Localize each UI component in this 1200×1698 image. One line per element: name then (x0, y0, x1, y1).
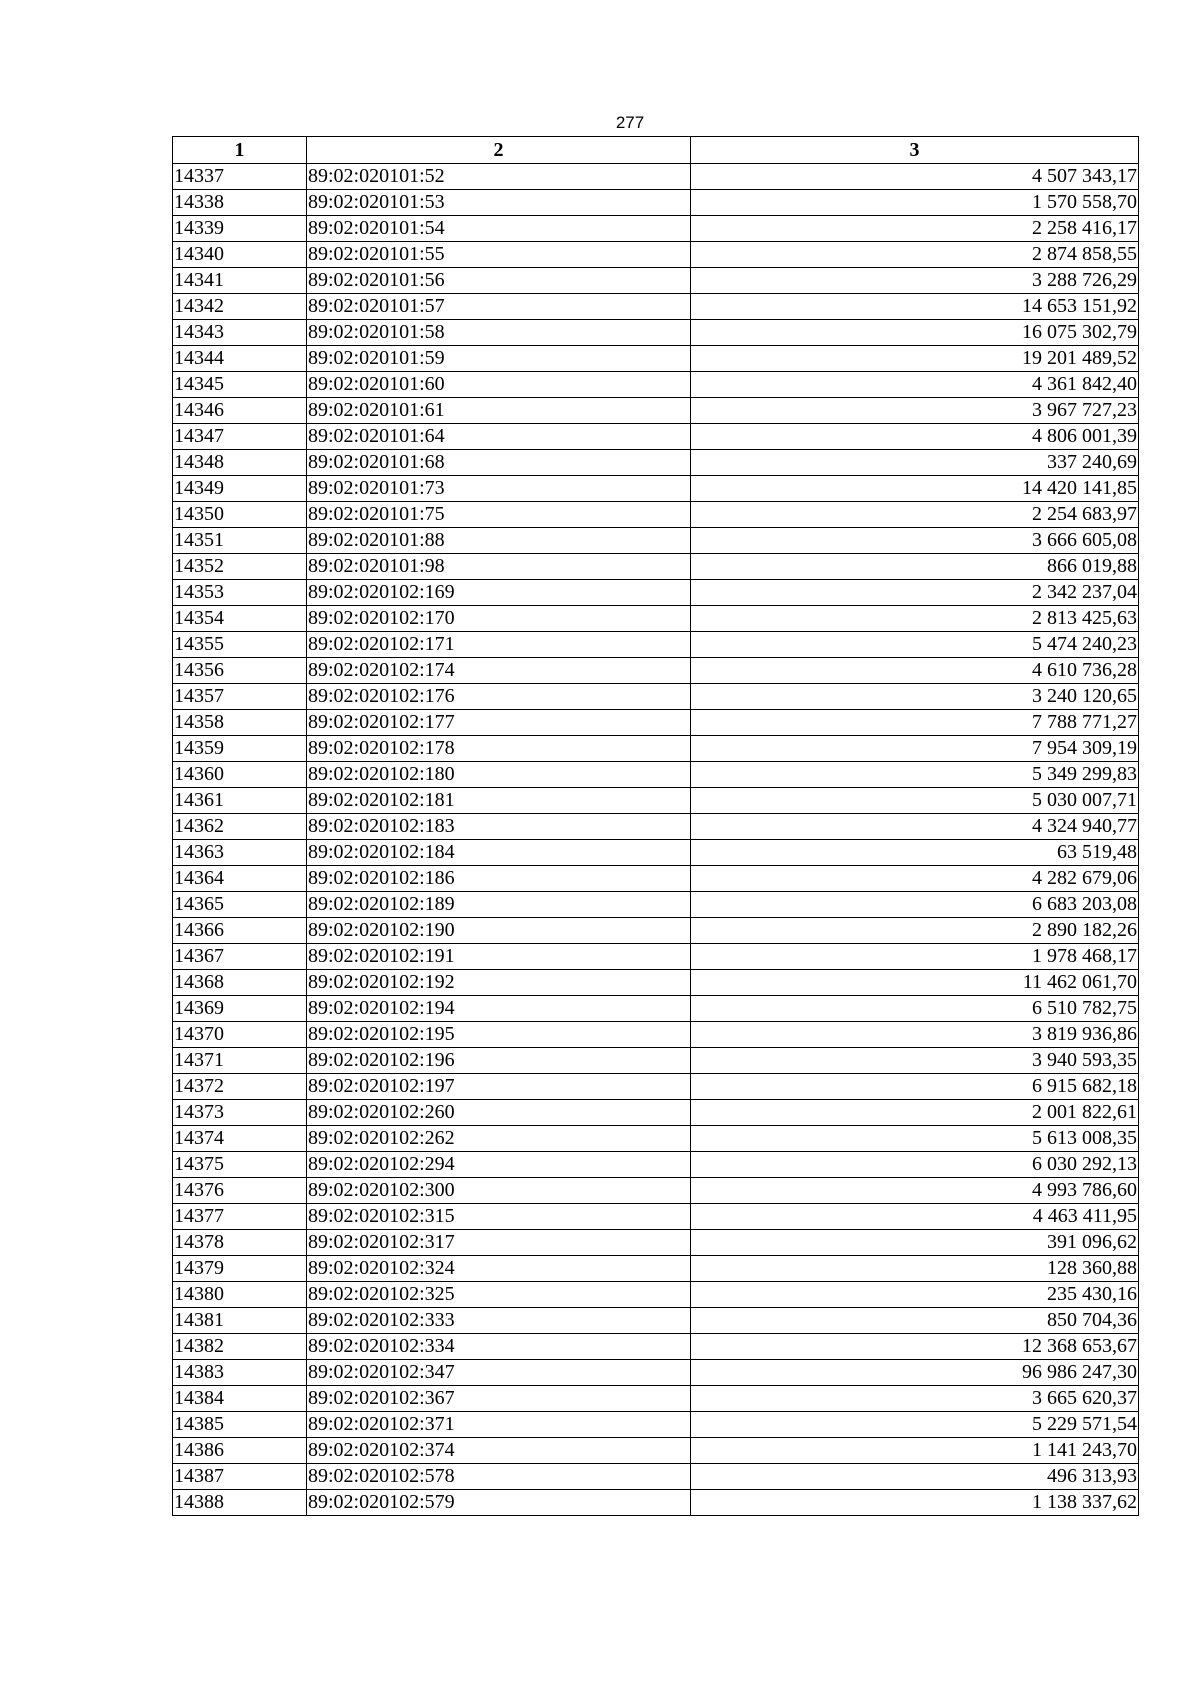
cadastral-value-cell: 16 075 302,79 (691, 320, 1139, 346)
cadastral-number-cell: 89:02:020101:88 (307, 528, 691, 554)
table-row (173, 320, 1139, 346)
cadastral-value-cell: 3 819 936,86 (691, 1022, 1139, 1048)
cadastral-value-cell: 4 507 343,17 (691, 164, 1139, 190)
table-row (173, 736, 1139, 762)
row-number-cell: 14378 (173, 1230, 307, 1256)
cadastral-value-cell: 96 986 247,30 (691, 1360, 1139, 1386)
cadastral-number-cell: 89:02:020101:58 (307, 320, 691, 346)
row-number-cell: 14385 (173, 1412, 307, 1438)
row-number-cell: 14388 (173, 1490, 307, 1516)
table-row (173, 762, 1139, 788)
cadastral-value-cell: 1 978 468,17 (691, 944, 1139, 970)
page-number: 277 (615, 113, 645, 132)
cadastral-number-cell: 89:02:020102:180 (307, 762, 691, 788)
table-row (173, 216, 1139, 242)
cadastral-value-cell: 496 313,93 (691, 1464, 1139, 1490)
table-row (173, 268, 1139, 294)
row-number-cell: 14369 (173, 996, 307, 1022)
row-number-cell: 14384 (173, 1386, 307, 1412)
table-header-row (173, 137, 1139, 164)
cadastral-number-cell: 89:02:020102:189 (307, 892, 691, 918)
row-number-cell: 14379 (173, 1256, 307, 1282)
row-number-cell: 14341 (173, 268, 307, 294)
cadastral-value-cell: 6 510 782,75 (691, 996, 1139, 1022)
column-header-2: 2 (307, 137, 691, 164)
row-number-cell: 14344 (173, 346, 307, 372)
cadastral-value-cell: 6 030 292,13 (691, 1152, 1139, 1178)
cadastral-value-cell: 4 324 940,77 (691, 814, 1139, 840)
row-number-cell: 14337 (173, 164, 307, 190)
table-row (173, 1152, 1139, 1178)
row-number-cell: 14367 (173, 944, 307, 970)
cadastral-number-cell: 89:02:020102:174 (307, 658, 691, 684)
table-row (173, 1282, 1139, 1308)
row-number-cell: 14374 (173, 1126, 307, 1152)
row-number-cell: 14366 (173, 918, 307, 944)
row-number-cell: 14352 (173, 554, 307, 580)
row-number-cell: 14370 (173, 1022, 307, 1048)
cadastral-number-cell: 89:02:020101:57 (307, 294, 691, 320)
cadastral-value-cell: 128 360,88 (691, 1256, 1139, 1282)
cadastral-number-cell: 89:02:020102:170 (307, 606, 691, 632)
cadastral-number-cell: 89:02:020101:73 (307, 476, 691, 502)
cadastral-value-cell: 7 788 771,27 (691, 710, 1139, 736)
cadastral-value-cell: 5 349 299,83 (691, 762, 1139, 788)
table-row (173, 1360, 1139, 1386)
row-number-cell: 14383 (173, 1360, 307, 1386)
cadastral-number-cell: 89:02:020101:54 (307, 216, 691, 242)
table-row (173, 918, 1139, 944)
row-number-cell: 14377 (173, 1204, 307, 1230)
cadastral-value-cell: 4 463 411,95 (691, 1204, 1139, 1230)
cadastral-number-cell: 89:02:020101:53 (307, 190, 691, 216)
cadastral-value-cell: 4 806 001,39 (691, 424, 1139, 450)
row-number-cell: 14359 (173, 736, 307, 762)
row-number-cell: 14382 (173, 1334, 307, 1360)
row-number-cell: 14371 (173, 1048, 307, 1074)
row-number-cell: 14354 (173, 606, 307, 632)
cadastral-value-cell: 5 613 008,35 (691, 1126, 1139, 1152)
cadastral-value-cell: 3 288 726,29 (691, 268, 1139, 294)
cadastral-number-cell: 89:02:020102:578 (307, 1464, 691, 1490)
table-row (173, 1074, 1139, 1100)
row-number-cell: 14357 (173, 684, 307, 710)
cadastral-value-cell: 19 201 489,52 (691, 346, 1139, 372)
table-row (173, 294, 1139, 320)
table-row (173, 658, 1139, 684)
row-number-cell: 14372 (173, 1074, 307, 1100)
table-row (173, 242, 1139, 268)
row-number-cell: 14362 (173, 814, 307, 840)
table-row (173, 1386, 1139, 1412)
cadastral-value-cell: 337 240,69 (691, 450, 1139, 476)
cadastral-number-cell: 89:02:020102:195 (307, 1022, 691, 1048)
cadastral-number-cell: 89:02:020102:186 (307, 866, 691, 892)
table-row (173, 970, 1139, 996)
cadastral-value-cell: 3 240 120,65 (691, 684, 1139, 710)
cadastral-value-cell: 391 096,62 (691, 1230, 1139, 1256)
cadastral-value-cell: 1 570 558,70 (691, 190, 1139, 216)
row-number-cell: 14368 (173, 970, 307, 996)
row-number-cell: 14348 (173, 450, 307, 476)
cadastral-value-cell: 5 474 240,23 (691, 632, 1139, 658)
cadastral-value-cell: 2 890 182,26 (691, 918, 1139, 944)
row-number-cell: 14380 (173, 1282, 307, 1308)
cadastral-value-cell: 4 282 679,06 (691, 866, 1139, 892)
cadastral-number-cell: 89:02:020102:334 (307, 1334, 691, 1360)
cadastral-value-cell: 14 653 151,92 (691, 294, 1139, 320)
cadastral-value-cell: 2 254 683,97 (691, 502, 1139, 528)
cadastral-number-cell: 89:02:020102:169 (307, 580, 691, 606)
cadastral-value-cell: 4 610 736,28 (691, 658, 1139, 684)
table-row (173, 1308, 1139, 1334)
row-number-cell: 14355 (173, 632, 307, 658)
cadastral-value-cell: 6 683 203,08 (691, 892, 1139, 918)
row-number-cell: 14338 (173, 190, 307, 216)
cadastral-number-cell: 89:02:020102:260 (307, 1100, 691, 1126)
table-row (173, 840, 1139, 866)
cadastral-value-cell: 4 361 842,40 (691, 372, 1139, 398)
cadastral-number-cell: 89:02:020101:61 (307, 398, 691, 424)
cadastral-value-cell: 4 993 786,60 (691, 1178, 1139, 1204)
cadastral-value-cell: 12 368 653,67 (691, 1334, 1139, 1360)
table-row (173, 450, 1139, 476)
cadastral-number-cell: 89:02:020102:191 (307, 944, 691, 970)
row-number-cell: 14349 (173, 476, 307, 502)
table-row (173, 710, 1139, 736)
cadastral-value-cell: 2 001 822,61 (691, 1100, 1139, 1126)
row-number-cell: 14347 (173, 424, 307, 450)
table-row (173, 892, 1139, 918)
cadastral-value-cell: 3 967 727,23 (691, 398, 1139, 424)
cadastral-value-cell: 2 813 425,63 (691, 606, 1139, 632)
row-number-cell: 14358 (173, 710, 307, 736)
cadastral-value-cell: 850 704,36 (691, 1308, 1139, 1334)
row-number-cell: 14360 (173, 762, 307, 788)
table-row (173, 1022, 1139, 1048)
cadastral-number-cell: 89:02:020102:197 (307, 1074, 691, 1100)
cadastral-number-cell: 89:02:020102:333 (307, 1308, 691, 1334)
cadastral-number-cell: 89:02:020102:183 (307, 814, 691, 840)
row-number-cell: 14387 (173, 1464, 307, 1490)
cadastral-number-cell: 89:02:020102:196 (307, 1048, 691, 1074)
cadastral-value-cell: 63 519,48 (691, 840, 1139, 866)
table-row (173, 554, 1139, 580)
table-row (173, 788, 1139, 814)
row-number-cell: 14343 (173, 320, 307, 346)
cadastral-value-cell: 1 141 243,70 (691, 1438, 1139, 1464)
cadastral-number-cell: 89:02:020101:59 (307, 346, 691, 372)
cadastral-number-cell: 89:02:020102:181 (307, 788, 691, 814)
table-row (173, 1230, 1139, 1256)
table-row (173, 1490, 1139, 1516)
table-row (173, 632, 1139, 658)
cadastral-number-cell: 89:02:020101:55 (307, 242, 691, 268)
cadastral-value-cell: 3 940 593,35 (691, 1048, 1139, 1074)
row-number-cell: 14356 (173, 658, 307, 684)
row-number-cell: 14373 (173, 1100, 307, 1126)
cadastral-number-cell: 89:02:020101:64 (307, 424, 691, 450)
cadastral-value-cell: 866 019,88 (691, 554, 1139, 580)
cadastral-value-cell: 235 430,16 (691, 1282, 1139, 1308)
table-row (173, 502, 1139, 528)
table-row (173, 1126, 1139, 1152)
cadastral-number-cell: 89:02:020102:176 (307, 684, 691, 710)
table-row (173, 424, 1139, 450)
table-row (173, 398, 1139, 424)
row-number-cell: 14351 (173, 528, 307, 554)
table-row (173, 164, 1139, 190)
table-row (173, 866, 1139, 892)
column-header-3: 3 (691, 137, 1139, 164)
table-row (173, 1048, 1139, 1074)
cadastral-number-cell: 89:02:020102:262 (307, 1126, 691, 1152)
table-row (173, 372, 1139, 398)
cadastral-number-cell: 89:02:020102:325 (307, 1282, 691, 1308)
cadastral-value-cell: 7 954 309,19 (691, 736, 1139, 762)
cadastral-number-cell: 89:02:020102:317 (307, 1230, 691, 1256)
cadastral-number-cell: 89:02:020102:192 (307, 970, 691, 996)
cadastral-number-cell: 89:02:020102:177 (307, 710, 691, 736)
row-number-cell: 14375 (173, 1152, 307, 1178)
table-row (173, 1412, 1139, 1438)
cadastral-number-cell: 89:02:020101:75 (307, 502, 691, 528)
table-row (173, 476, 1139, 502)
row-number-cell: 14353 (173, 580, 307, 606)
cadastral-value-table (172, 136, 1139, 1516)
cadastral-number-cell: 89:02:020102:190 (307, 918, 691, 944)
cadastral-value-cell: 2 342 237,04 (691, 580, 1139, 606)
table-row (173, 1438, 1139, 1464)
row-number-cell: 14363 (173, 840, 307, 866)
table-row (173, 580, 1139, 606)
row-number-cell: 14381 (173, 1308, 307, 1334)
table-row (173, 190, 1139, 216)
table-row (173, 1256, 1139, 1282)
cadastral-number-cell: 89:02:020102:374 (307, 1438, 691, 1464)
row-number-cell: 14365 (173, 892, 307, 918)
table-row (173, 814, 1139, 840)
table-row (173, 996, 1139, 1022)
table-row (173, 528, 1139, 554)
row-number-cell: 14346 (173, 398, 307, 424)
cadastral-number-cell: 89:02:020102:184 (307, 840, 691, 866)
cadastral-value-cell: 2 874 858,55 (691, 242, 1139, 268)
cadastral-number-cell: 89:02:020102:171 (307, 632, 691, 658)
cadastral-value-cell: 11 462 061,70 (691, 970, 1139, 996)
table-row (173, 1204, 1139, 1230)
cadastral-value-cell: 1 138 337,62 (691, 1490, 1139, 1516)
column-header-1: 1 (173, 137, 307, 164)
cadastral-number-cell: 89:02:020102:194 (307, 996, 691, 1022)
cadastral-value-cell: 14 420 141,85 (691, 476, 1139, 502)
cadastral-value-cell: 2 258 416,17 (691, 216, 1139, 242)
cadastral-value-cell: 6 915 682,18 (691, 1074, 1139, 1100)
row-number-cell: 14361 (173, 788, 307, 814)
table-body (173, 164, 1139, 1516)
row-number-cell: 14345 (173, 372, 307, 398)
cadastral-number-cell: 89:02:020101:56 (307, 268, 691, 294)
cadastral-number-cell: 89:02:020102:300 (307, 1178, 691, 1204)
table-row (173, 684, 1139, 710)
row-number-cell: 14364 (173, 866, 307, 892)
cadastral-number-cell: 89:02:020102:367 (307, 1386, 691, 1412)
cadastral-value-cell: 5 030 007,71 (691, 788, 1139, 814)
cadastral-number-cell: 89:02:020101:52 (307, 164, 691, 190)
cadastral-value-cell: 5 229 571,54 (691, 1412, 1139, 1438)
cadastral-number-cell: 89:02:020102:347 (307, 1360, 691, 1386)
row-number-cell: 14340 (173, 242, 307, 268)
table-row (173, 1334, 1139, 1360)
cadastral-number-cell: 89:02:020102:324 (307, 1256, 691, 1282)
row-number-cell: 14386 (173, 1438, 307, 1464)
table-row (173, 606, 1139, 632)
cadastral-value-cell: 3 666 605,08 (691, 528, 1139, 554)
row-number-cell: 14339 (173, 216, 307, 242)
table-row (173, 1464, 1139, 1490)
row-number-cell: 14342 (173, 294, 307, 320)
cadastral-number-cell: 89:02:020101:68 (307, 450, 691, 476)
cadastral-number-cell: 89:02:020102:579 (307, 1490, 691, 1516)
cadastral-value-cell: 3 665 620,37 (691, 1386, 1139, 1412)
cadastral-number-cell: 89:02:020101:60 (307, 372, 691, 398)
table-row (173, 944, 1139, 970)
row-number-cell: 14376 (173, 1178, 307, 1204)
cadastral-number-cell: 89:02:020102:371 (307, 1412, 691, 1438)
table-row (173, 1100, 1139, 1126)
table-row (173, 346, 1139, 372)
cadastral-number-cell: 89:02:020102:315 (307, 1204, 691, 1230)
table-row (173, 1178, 1139, 1204)
cadastral-number-cell: 89:02:020102:178 (307, 736, 691, 762)
cadastral-number-cell: 89:02:020102:294 (307, 1152, 691, 1178)
cadastral-number-cell: 89:02:020101:98 (307, 554, 691, 580)
row-number-cell: 14350 (173, 502, 307, 528)
